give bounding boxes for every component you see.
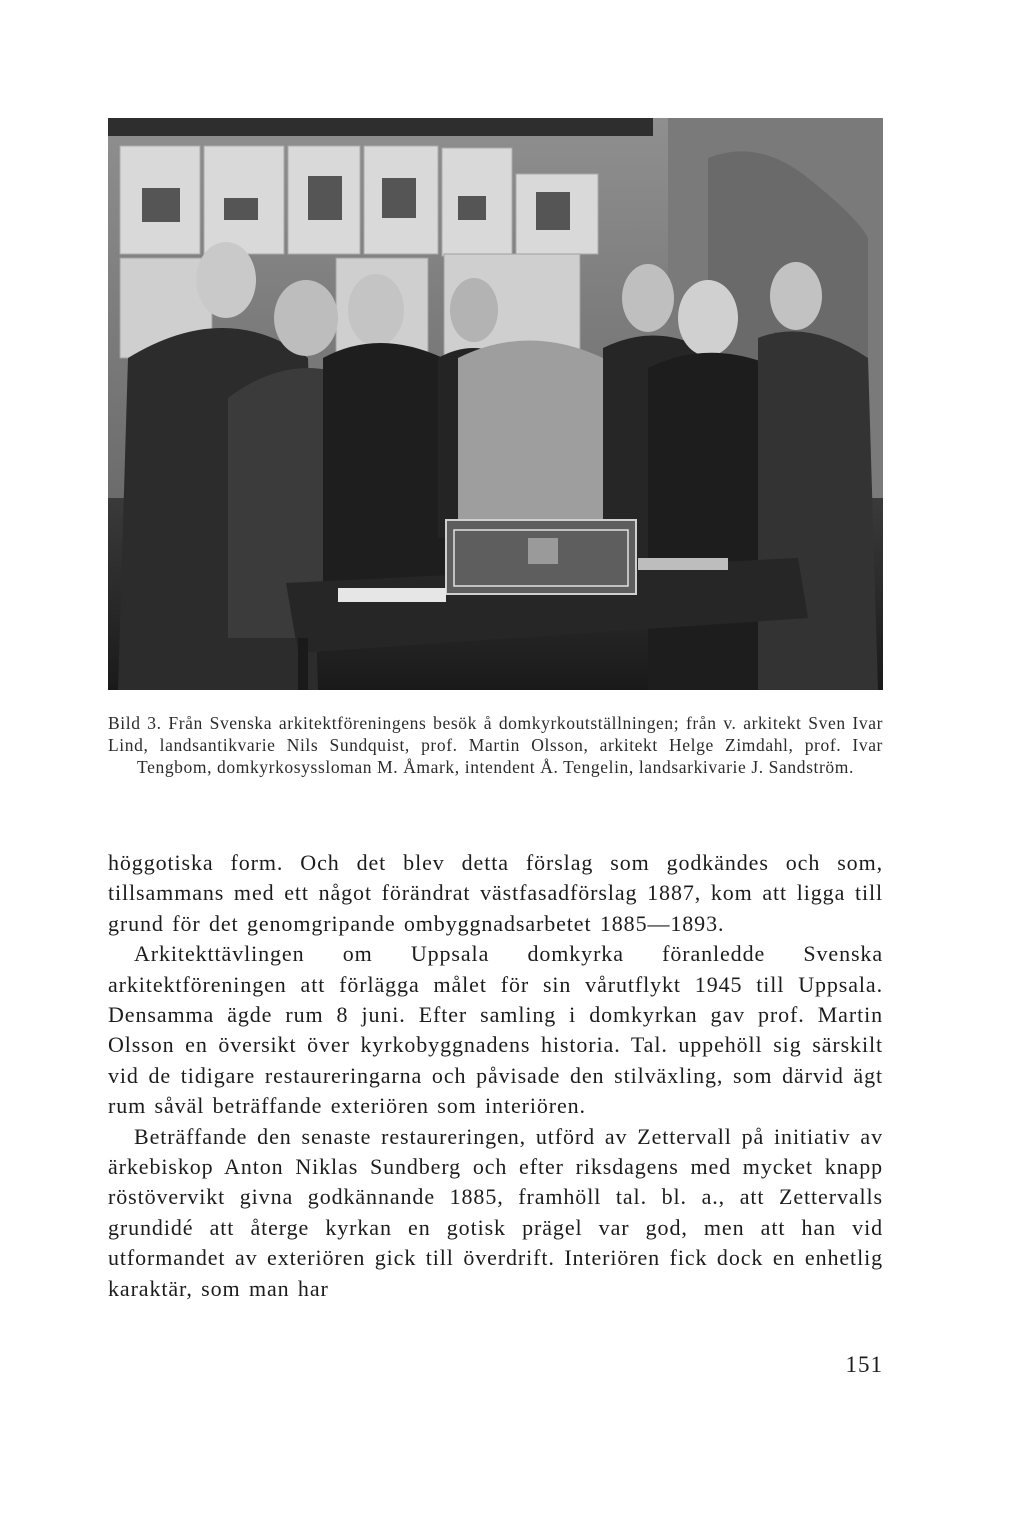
page-number: 151 bbox=[845, 1352, 883, 1377]
figure-caption bbox=[108, 712, 883, 778]
group-photo bbox=[108, 118, 883, 690]
paragraph: Beträffande den senaste restaureringen, utförd av Zettervall på initiativ av ärkebiskop Anton Niklas Sundberg och efter riksdagens med mycket knapp röstövervikt givna godkännande 1885, framhöll tal. bl. a., att Zettervalls grundidé att återge kyrkan en gotisk prägel var god, men att han vid utformandet av exteriören gick till överdrift. Interiören fick dock en enhetlig karaktär, som man har bbox=[108, 1123, 883, 1301]
group-photo-icon bbox=[108, 118, 883, 690]
paragraph: höggotiska form. Och det blev detta förslag som godkändes och som, tillsammans med ett något förändrat västfasadförslag 1887, kom att ligga till grund för det genomgripande ombyggnadsarbetet 1885—1893. bbox=[108, 850, 883, 936]
body-text bbox=[108, 848, 883, 1304]
paragraph: Arkitekttävlingen om Uppsala domkyrka föranledde Svenska arkitektföreningen att förlägga målet för sin vårutflykt 1945 till Uppsala. Densamma ägde rum 8 juni. Efter samling i domkyrkan gav prof. Martin Olsson en översikt över kyrkobyggnadens historia. Tal. uppehöll sig särskilt vid de tidigare restaureringarna och påvisade den stilväxling, som därvid ägt rum såväl beträffande exteriören som interiören. bbox=[108, 941, 883, 1119]
caption-text: Bild 3. Från Svenska arkitektföreningens besök å domkyrkoutställningen; från v. arkitekt Sven Ivar Lind, landsantikvarie Nils Sundquist, prof. Martin Olsson, arkitekt Helge Zimdahl, prof. Ivar Tengbom, domkyrkosyssloman M. Åmark, intendent Å. Tengelin, landsarkivarie J. Sandström. bbox=[108, 713, 883, 777]
